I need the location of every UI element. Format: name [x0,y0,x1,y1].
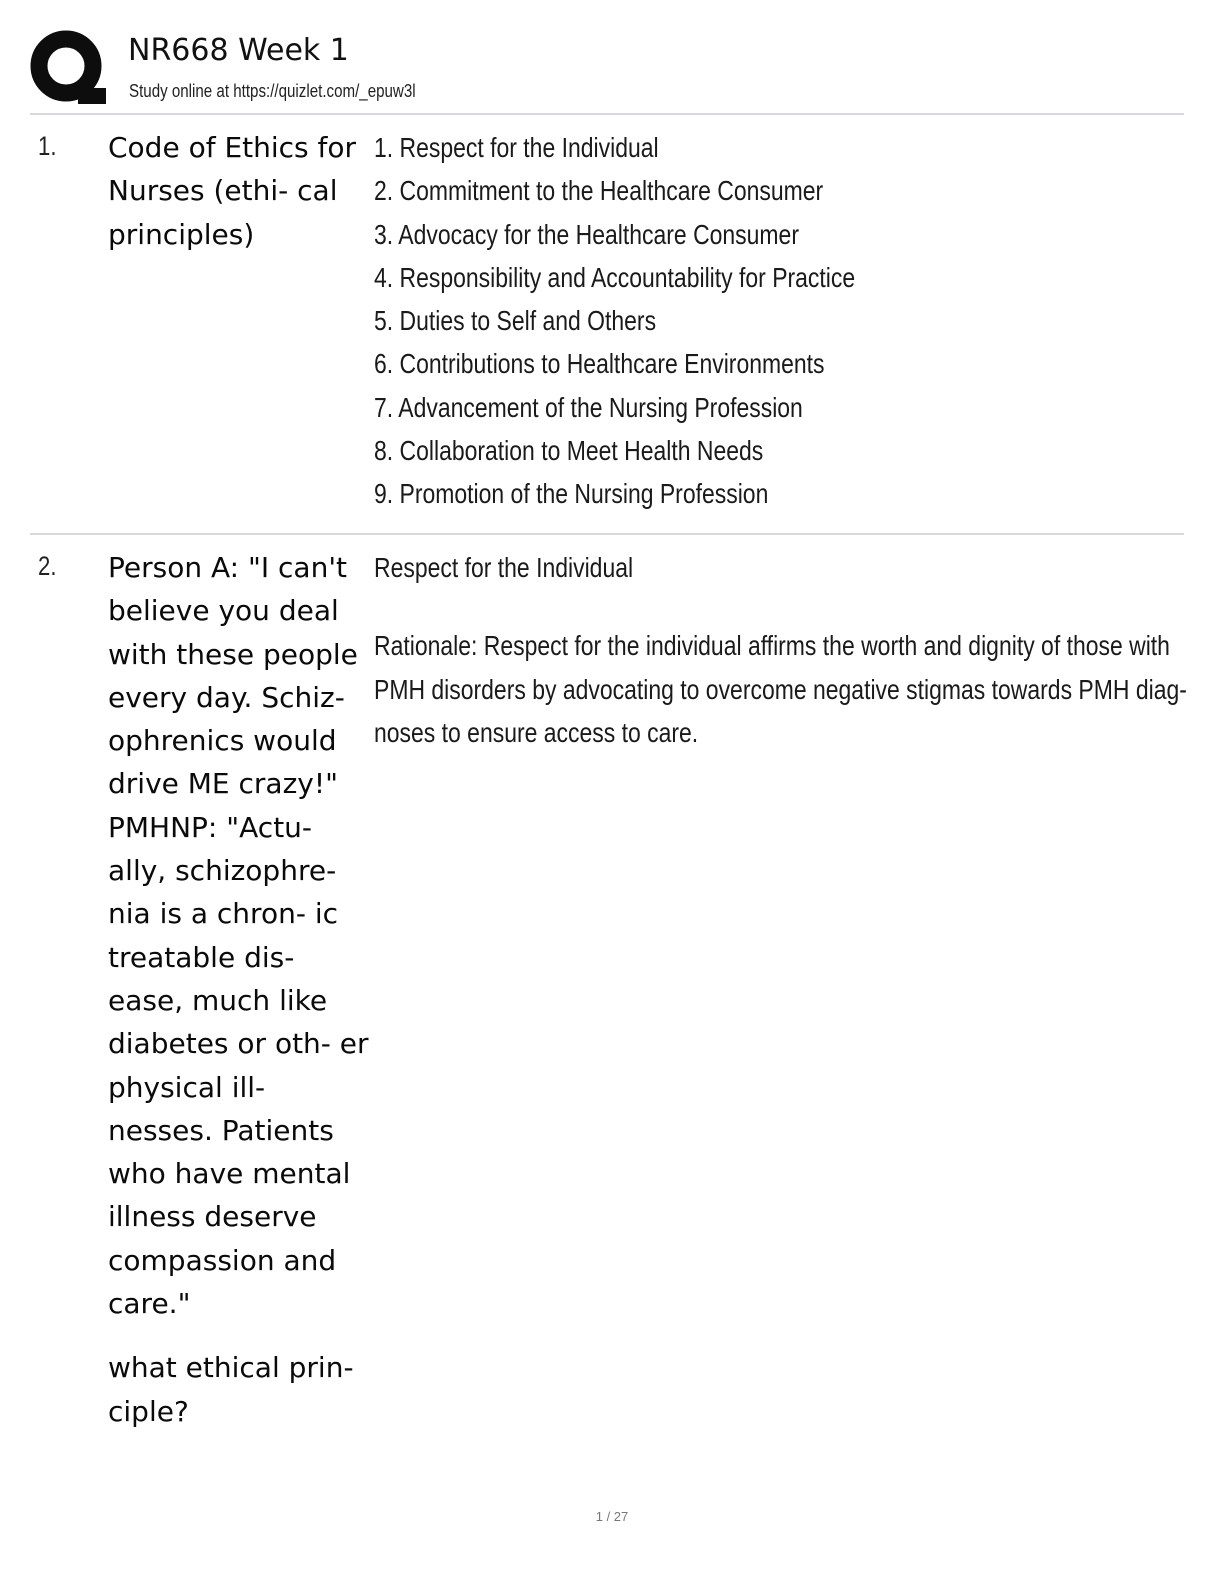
definition-line: 8. Collaboration to Meet Health Needs [374,435,764,467]
definition-line: 5. Duties to Self and Others [374,305,657,337]
card-definition [374,126,1153,516]
page-header [0,0,1224,114]
definition-line: 2. Commitment to the Healthcare Consumer [374,175,824,207]
term-paragraph: Person A: "I can't believe you deal with these people every day. Schiz- ophrenics would drive ME crazy!" PMHNP: "Actu- ally, schizophre- nia is a chron- ic treatable dis- ease, much like diabetes or oth- er physical ill- nesses. Patients who have mental illness deserve compassion and care." [108,551,369,1321]
card-number: 1. [38,131,57,161]
card-term [108,546,370,1433]
card-divider [30,533,1184,535]
page-title: NR668 Week 1 [128,33,349,68]
rationale-line: noses to ensure access to care. [374,716,699,748]
header-divider [30,113,1184,115]
rationale-line: Rationale: Respect for the individual affirms the worth and dignity of those with [374,630,1170,662]
definition-line: 6. Contributions to Healthcare Environments [374,348,825,380]
card-definition [374,546,1187,754]
term-question: what ethical prin- ciple? [108,1351,354,1428]
page-number: 1 / 27 [595,1509,629,1524]
card-number: 2. [38,551,57,581]
study-online-link[interactable]: Study online at https://quizlet.com/_epuw3l [129,81,416,101]
definition-line: 1. Respect for the Individual [374,132,659,163]
definition-line: 3. Advocacy for the Healthcare Consumer [374,218,799,250]
definition-line: 9. Promotion of the Nursing Profession [374,478,769,510]
definition-line: 4. Responsibility and Accountability for Practice [374,261,856,293]
definition-line: 7. Advancement of the Nursing Profession [374,391,803,423]
card-term: Code of Ethics for Nurses (ethi- cal principles) [108,131,357,251]
definition-answer: Respect for the Individual [374,552,634,583]
quizlet-logo-icon [30,30,106,106]
rationale-line: PMH disorders by advocating to overcome negative stigmas towards PMH diag- [374,673,1187,705]
